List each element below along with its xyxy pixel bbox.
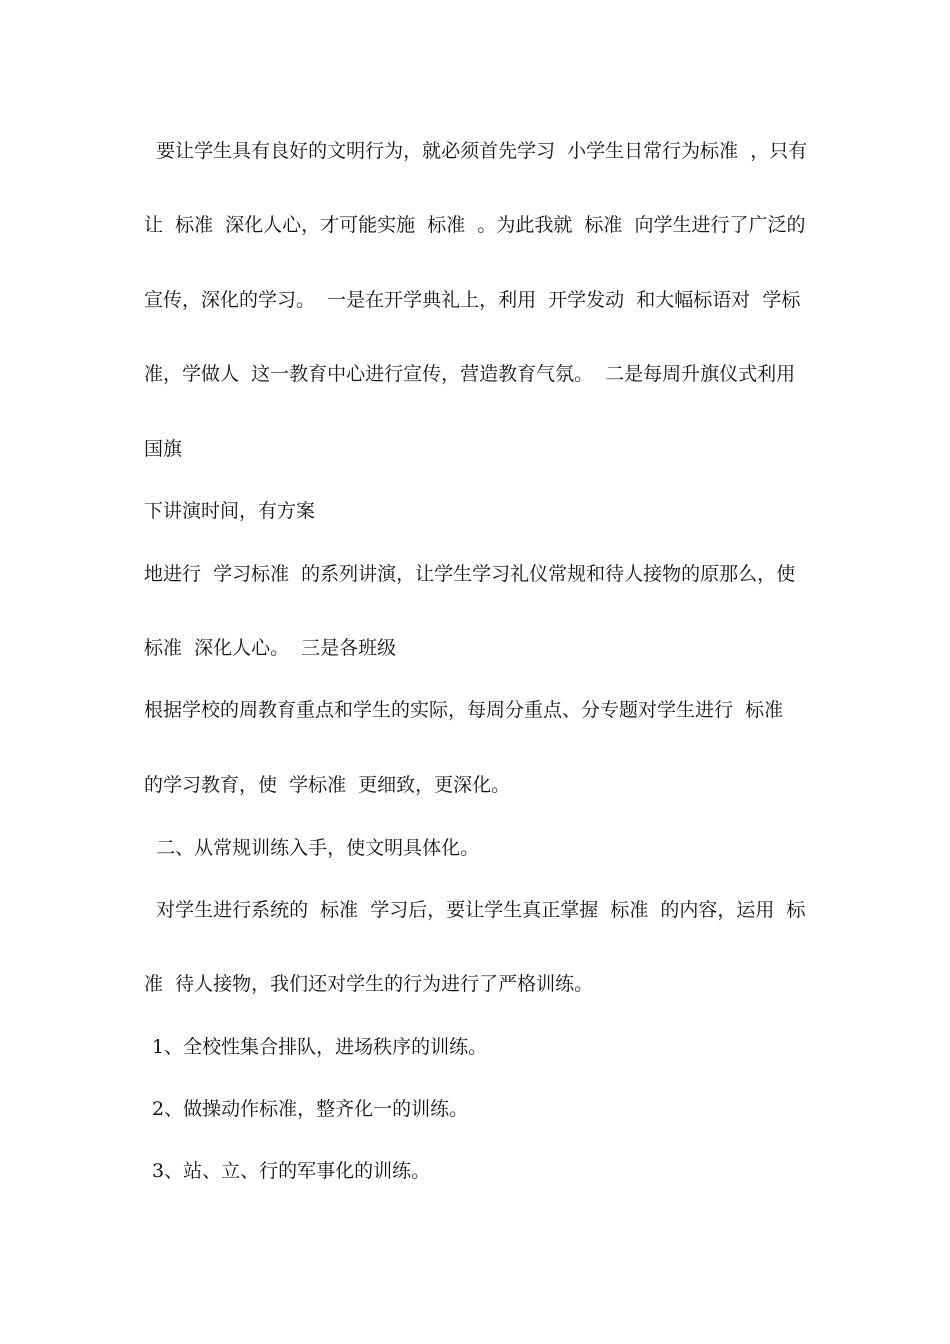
paragraph-line: 标准 深化人心。 三是各班级 [144, 637, 397, 659]
list-item-number: 3 [152, 1160, 165, 1182]
list-item [152, 1097, 468, 1121]
paragraph-line: 根据学校的周教育重点和学生的实际，每周分重点、分专题对学生进行 标准 [144, 699, 784, 721]
paragraph-line: 准 待人接物，我们还对学生的行为进行了严格训练。 [144, 973, 594, 995]
list-item-text: 、全校性集合排队，进场秩序的训练。 [164, 1036, 488, 1058]
list-item [152, 1159, 430, 1183]
list-item-text: 、做操动作标准，整齐化一的训练。 [164, 1098, 469, 1120]
list-item-number: 2 [152, 1098, 165, 1120]
paragraph-line: 地进行 学习标准 的系列讲演，让学生学习礼仪常规和待人接物的原那么，使 [144, 563, 796, 585]
paragraph-line: 对学生进行系统的 标准 学习后，要让学生真正掌握 标准 的内容，运用 标 [144, 899, 806, 921]
list-item [152, 1035, 487, 1059]
paragraph-line: 国旗 [144, 438, 183, 460]
list-item-number: 1 [152, 1036, 165, 1058]
list-item-text: 、站、立、行的军事化的训练。 [164, 1160, 431, 1182]
paragraph-line: 要让学生具有良好的文明行为，就必须首先学习 小学生日常行为标准 ，只有 [144, 140, 808, 162]
paragraph-line: 宣传，深化的学习。 一是在开学典礼上，利用 开学发动 和大幅标语对 学标 [144, 289, 801, 311]
paragraph-line: 下讲演时间，有方案 [144, 500, 316, 522]
paragraph-line: 的学习教育，使 学标准 更细致，更深化。 [144, 774, 511, 796]
paragraph-line: 让 标准 深化人心，才可能实施 标准 。为此我就 标准 向学生进行了广泛的 [144, 214, 806, 236]
section-heading: 二、从常规训练入手，使文明具体化。 [144, 837, 480, 859]
paragraph-line: 准，学做人 这一教育中心进行宣传，营造教育气氛。 二是每周升旗仪式利用 [144, 363, 796, 385]
